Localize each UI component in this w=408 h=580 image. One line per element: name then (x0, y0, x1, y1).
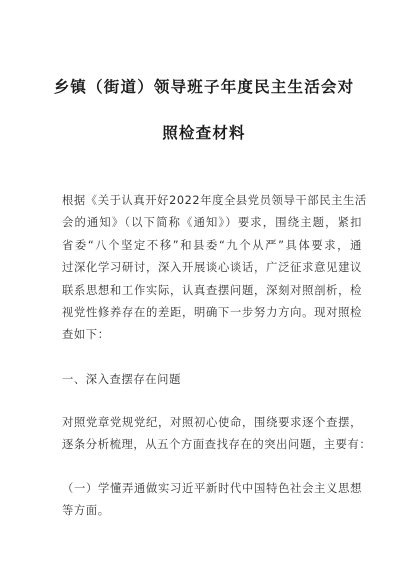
paragraph-line: 对照党章党规党纪，对照初心使命，围绕要求逐个查摆， (62, 416, 362, 429)
document-title-line-2: 照检查材料 (162, 124, 246, 142)
paragraph-line: 联系思想和工作实际，认真查摆问题，深刻对照剖析，检 (62, 283, 362, 297)
paragraph-line: （一）学懂弄通做实习近平新时代中国特色社会主义思想 (62, 482, 362, 495)
subsection-paragraph (62, 478, 362, 523)
paragraph-line: 会的通知》（以下简称《通知》）要求，围绕主题，紧扣 (62, 216, 362, 230)
section-heading (62, 369, 362, 391)
paragraph-line: 省委“八个坚定不移”和县委“九个从严”具体要求，通 (62, 238, 362, 252)
paragraph-line: 等方面。 (62, 504, 110, 518)
paragraph-line: 查如下： (62, 328, 110, 342)
paragraph-line: 视党性修养存在的差距，明确下一步努力方向。现对照检 (62, 306, 362, 320)
paragraph-line: 过深化学习研讨，深入开展谈心谈话，广泛征求意见建议 (62, 261, 362, 275)
body-paragraph (62, 412, 372, 457)
section-heading-text: 一、深入查摆存在问题 (62, 373, 181, 386)
paragraph-line: 根据《关于认真开好2022年度全县党员领导干部民主生活 (62, 194, 367, 207)
document-title-line-1: 乡镇（街道）领导班子年度民主生活会对 (53, 78, 355, 96)
intro-paragraph (62, 190, 367, 347)
paragraph-line: 逐条分析梳理，从五个方面查找存在的突出问题，主要有： (62, 438, 372, 452)
